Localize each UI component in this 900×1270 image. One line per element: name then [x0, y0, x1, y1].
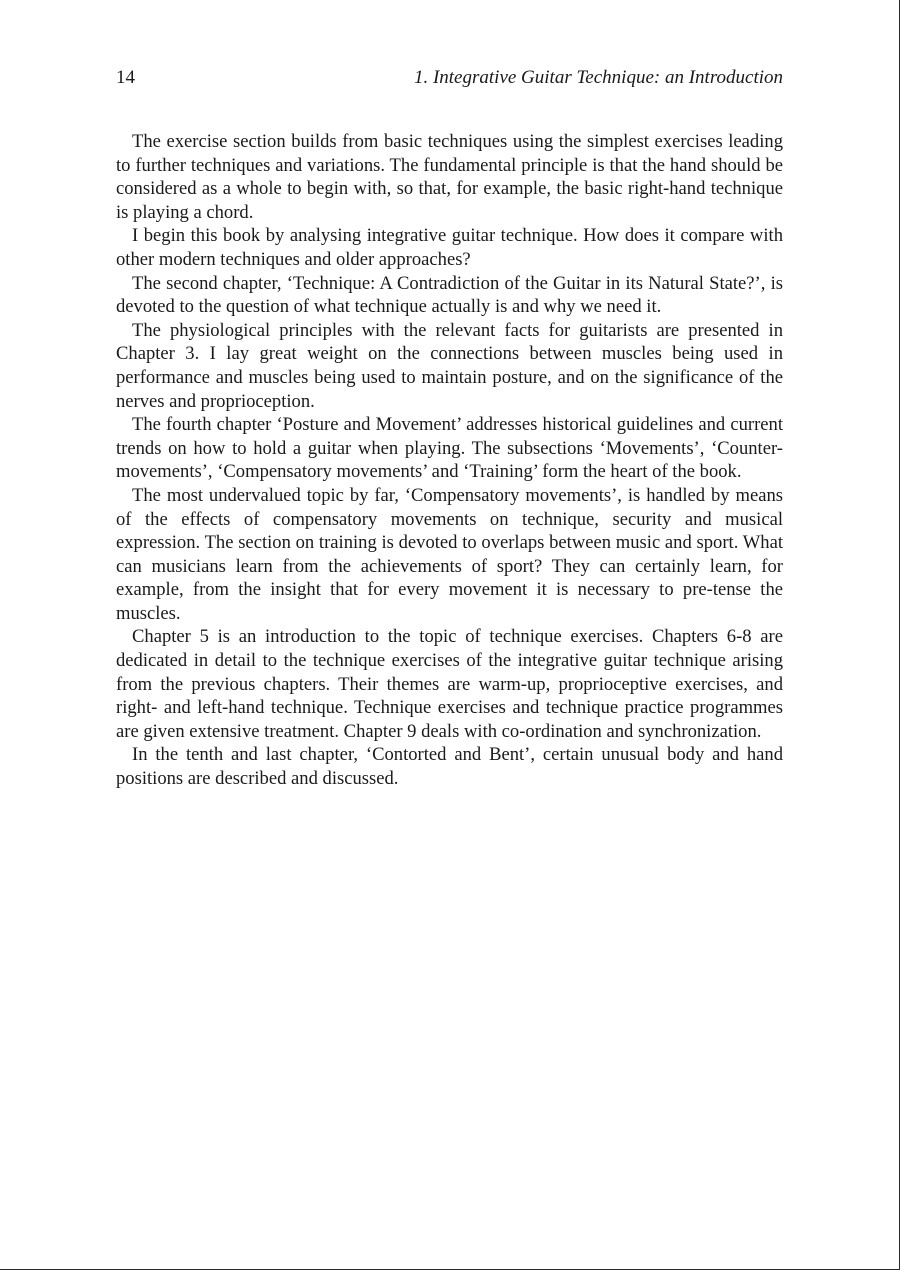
page-number: 14	[116, 67, 135, 88]
paragraph-book-intro: I begin this book by analysing integrative guitar technique. How does it compare with other modern techniques and older approaches?	[116, 225, 783, 270]
paragraph-chapter-3: The physiological principles with the relevant facts for guitarists are presented in Chapter 3. I lay great weight on the connections between muscles being used in performance and muscles being used to maintain posture, and on the significance of the nerves and proprioception.	[116, 319, 783, 412]
paragraph-chapters-5-9: Chapter 5 is an introduction to the topic of technique exercises. Chapters 6-8 are dedicated in detail to the technique exercises of the integrative guitar technique arising from the previous chapters. Their themes are warm-up, proprioceptive exercises, and right- and left-hand technique. Technique exercises and technique practice programmes are given extensive treatment. Chapter 9 deals with co-ordination and synchronization.	[116, 626, 783, 742]
paragraph-chapter-2: The second chapter, ‘Technique: A Contradiction of the Guitar in its Natural State?’, is devoted to the question of what technique actually is and why we need it.	[116, 272, 783, 318]
paragraph-chapter-10: In the tenth and last chapter, ‘Contorted and Bent’, certain unusual body and hand positions are described and discussed.	[116, 744, 783, 790]
paragraph-chapter-4: The fourth chapter ‘Posture and Movement’ addresses historical guidelines and current trends on how to hold a guitar when playing. The subsections ‘Movements’, ‘Counter-movements’, ‘Compensatory movements’ and ‘Training’ form the heart of the book.	[116, 414, 783, 483]
running-head	[116, 64, 783, 92]
paragraph-exercise-section: The exercise section builds from basic techniques using the simplest exercises leading to further techniques and variations. The fundamental principle is that the hand should be considered as a whole to begin with, so that, for example, the basic right-hand technique is playing a chord.	[116, 131, 783, 223]
body-text	[116, 130, 783, 791]
running-title: 1. Integrative Guitar Technique: an Introduction	[413, 67, 783, 88]
paragraph-compensatory-movements: The most undervalued topic by far, ‘Compensatory movements’, is handled by means of the effects of compensatory movements on technique, security and musical expression. The section on training is devoted to overlaps between music and sport. What can musicians learn from the achievements of sport? They can certainly learn, for example, from the insight that for every movement it is necessary to pre-tense the muscles.	[116, 484, 783, 624]
